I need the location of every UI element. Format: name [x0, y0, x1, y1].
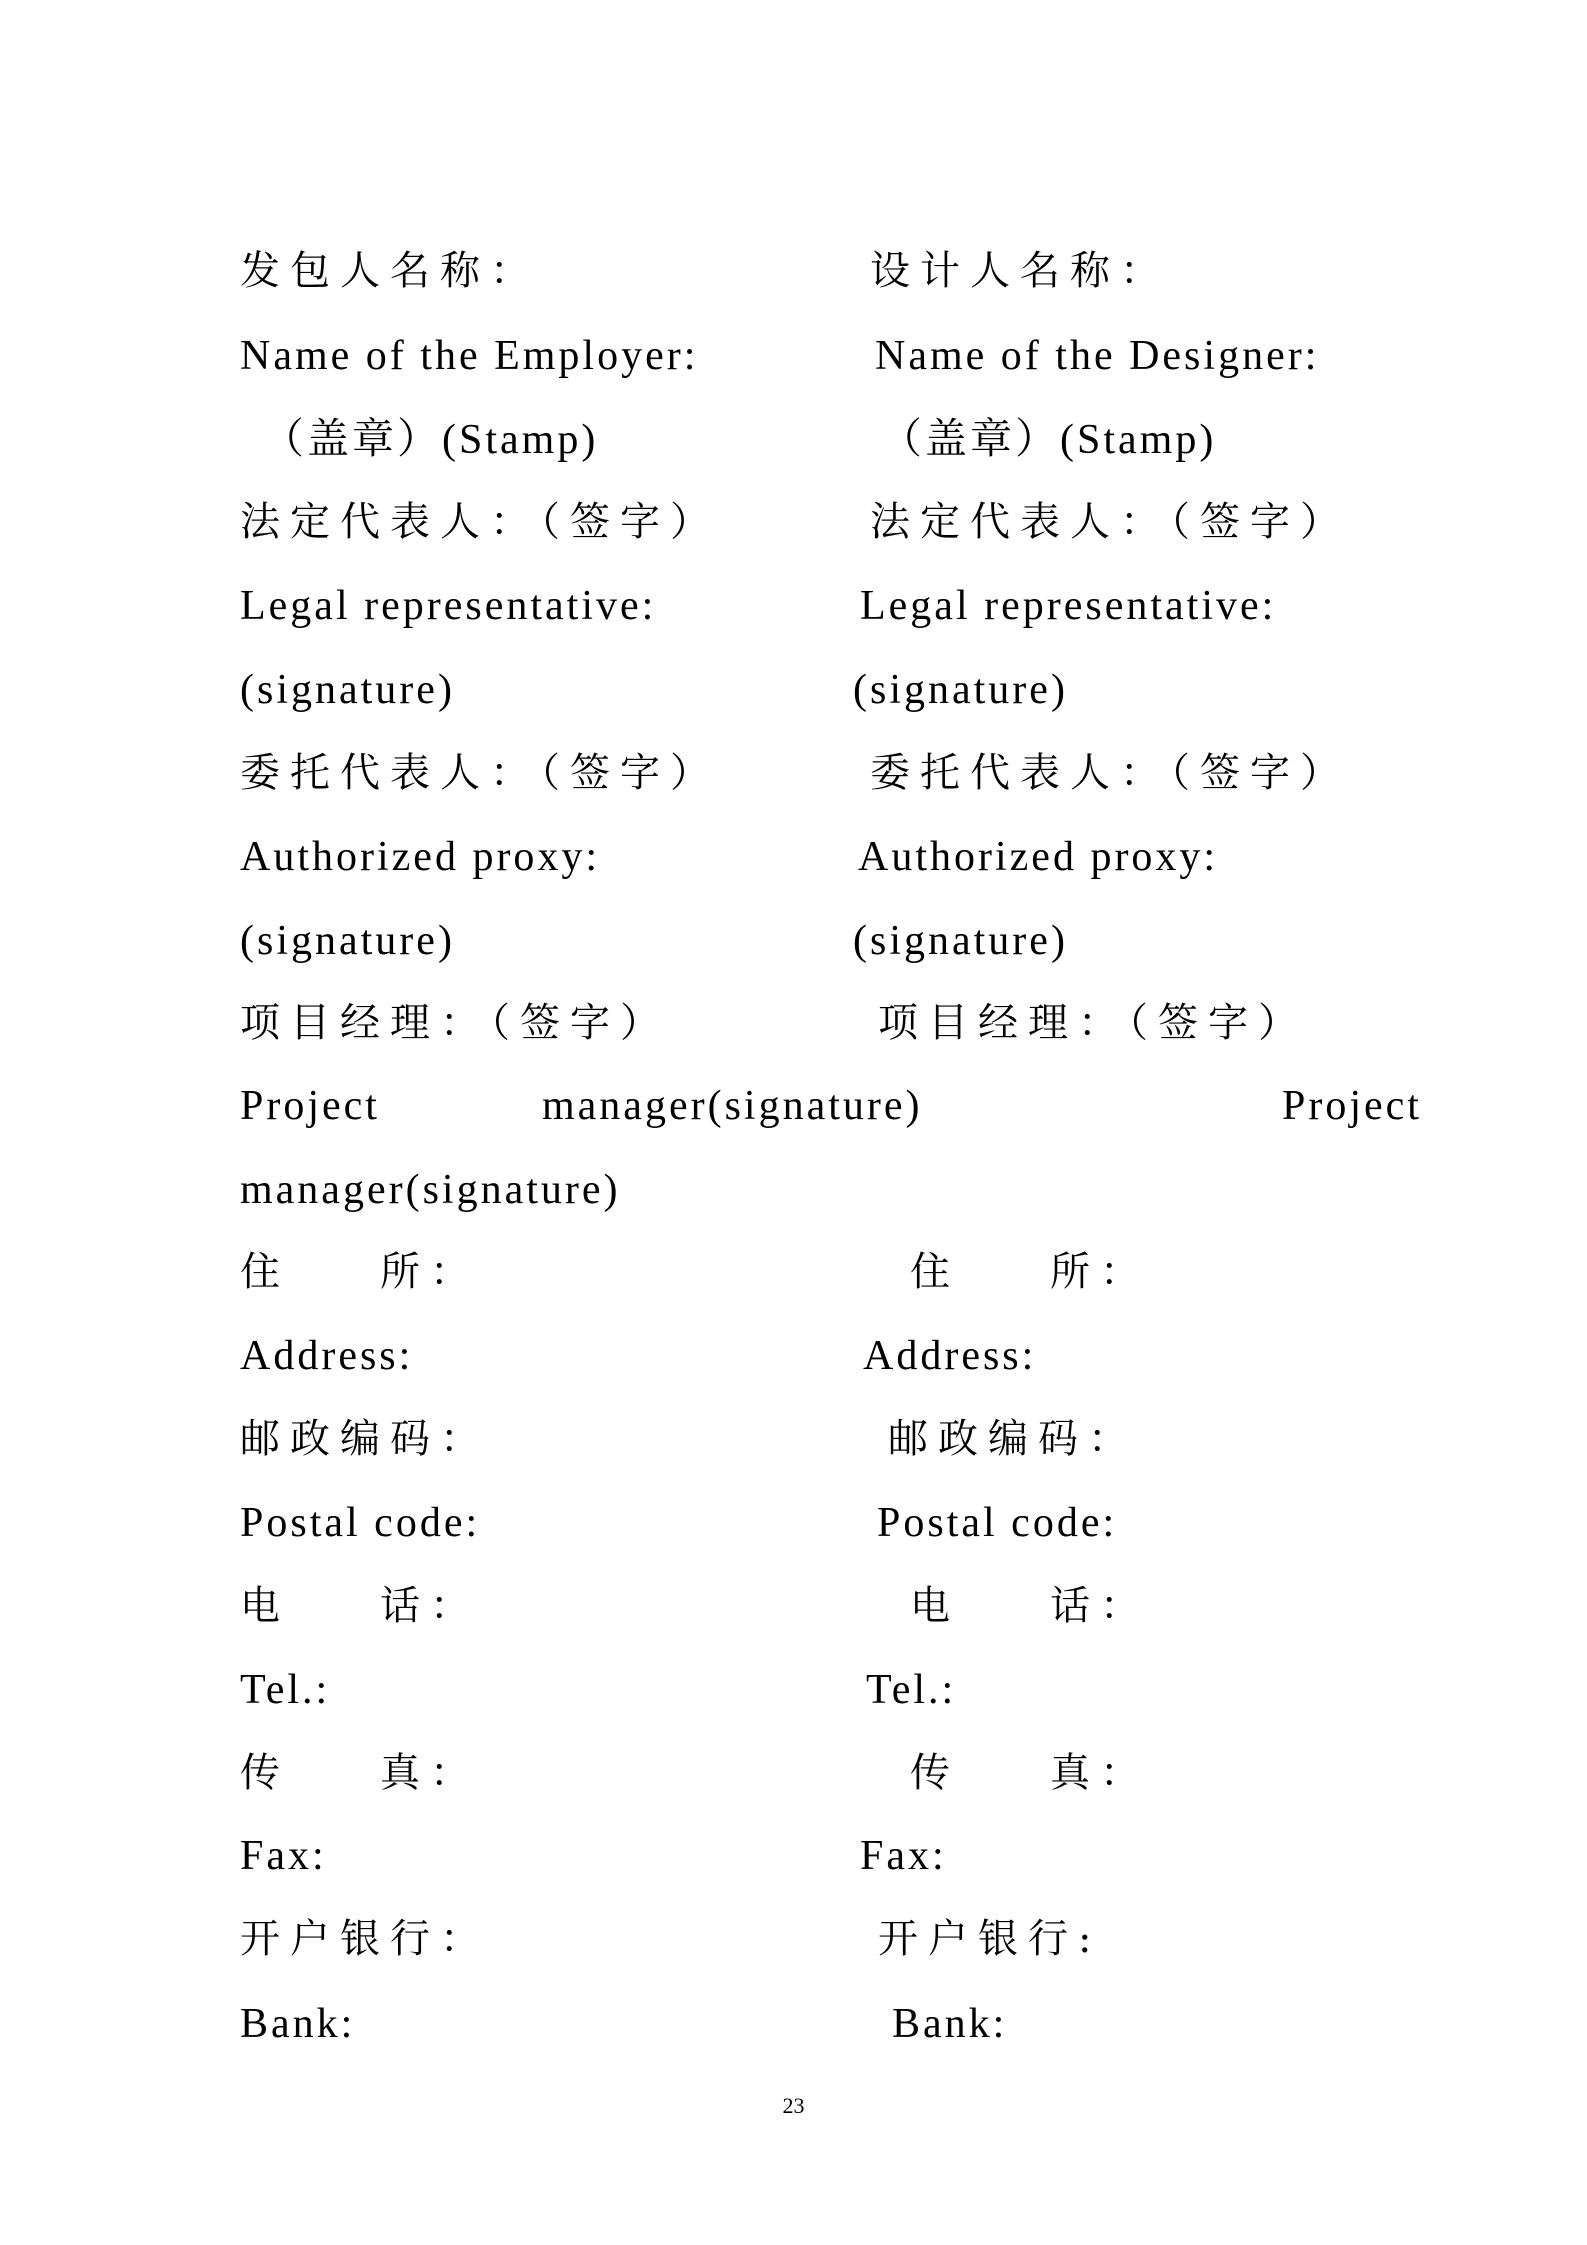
- employer-fax-char-2: 真：: [380, 1750, 480, 1796]
- designer-proxy-label-en: Authorized proxy:: [858, 834, 1219, 880]
- employer-tel-label-en: Tel.:: [240, 1667, 331, 1713]
- employer-pm-manager-signature: manager(signature): [542, 1083, 923, 1129]
- designer-pm-project-word: Project: [1282, 1083, 1422, 1129]
- employer-name-label-en: Name of the Employer:: [240, 333, 699, 379]
- employer-postal-label-cn: 邮政编码：: [240, 1416, 490, 1462]
- designer-proxy-signature: (signature): [853, 918, 1068, 964]
- employer-proxy-label-en: Authorized proxy:: [240, 834, 601, 880]
- employer-address-label-cn: [240, 1246, 480, 1298]
- employer-pm-project-word: Project: [240, 1083, 380, 1129]
- designer-tel-char-1: 电: [910, 1583, 960, 1629]
- employer-fax-label-cn: [240, 1747, 480, 1799]
- employer-fax-label-en: Fax:: [240, 1833, 327, 1879]
- designer-legal-rep-label-cn: 法定代表人：（签字）: [870, 499, 1350, 545]
- designer-legal-rep-signature: (signature): [853, 667, 1068, 713]
- designer-tel-label-cn: [910, 1580, 1150, 1632]
- designer-bank-label-en: Bank:: [892, 2001, 1008, 2047]
- employer-fax-char-1: 传: [240, 1750, 290, 1796]
- employer-bank-label-cn: 开户银行：: [240, 1916, 490, 1962]
- employer-legal-rep-label-en: Legal representative:: [240, 583, 657, 629]
- designer-fax-char-1: 传: [910, 1750, 960, 1796]
- designer-proxy-label-cn: 委托代表人：（签字）: [870, 750, 1350, 796]
- employer-address-label-en: Address:: [240, 1333, 414, 1379]
- employer-bank-label-en: Bank:: [240, 2001, 356, 2047]
- designer-pm-manager-signature: manager(signature): [240, 1167, 621, 1213]
- employer-address-char-1: 住: [240, 1249, 290, 1295]
- designer-fax-label-cn: [910, 1747, 1150, 1799]
- employer-legal-rep-label-cn: 法定代表人：（签字）: [240, 499, 720, 545]
- employer-stamp-label: （盖章）(Stamp): [262, 417, 599, 463]
- designer-postal-label-en: Postal code:: [877, 1500, 1118, 1546]
- employer-tel-char-1: 电: [240, 1583, 290, 1629]
- designer-postal-label-cn: 邮政编码：: [888, 1416, 1138, 1462]
- employer-pm-label-cn: 项目经理：（签字）: [240, 1000, 670, 1046]
- designer-bank-label-cn: 开户银行:: [878, 1916, 1102, 1962]
- designer-tel-char-2: 话：: [1050, 1583, 1150, 1629]
- designer-fax-char-2: 真：: [1050, 1750, 1150, 1796]
- employer-name-label-cn: 发包人名称：: [240, 248, 540, 294]
- designer-pm-label-cn: 项目经理：（签字）: [878, 1000, 1308, 1046]
- page-number: 23: [782, 2093, 805, 2118]
- designer-address-label-cn: [910, 1246, 1150, 1298]
- employer-tel-char-2: 话：: [380, 1583, 480, 1629]
- employer-proxy-signature: (signature): [240, 918, 455, 964]
- designer-address-label-en: Address:: [863, 1333, 1037, 1379]
- employer-tel-label-cn: [240, 1580, 480, 1632]
- employer-legal-rep-signature: (signature): [240, 667, 455, 713]
- employer-postal-label-en: Postal code:: [240, 1500, 481, 1546]
- designer-address-char-1: 住: [910, 1249, 960, 1295]
- employer-address-char-2: 所：: [380, 1249, 480, 1295]
- employer-proxy-label-cn: 委托代表人：（签字）: [240, 750, 720, 796]
- designer-tel-label-en: Tel.:: [866, 1667, 957, 1713]
- designer-legal-rep-label-en: Legal representative:: [860, 583, 1277, 629]
- designer-address-char-2: 所：: [1050, 1249, 1150, 1295]
- designer-name-label-en: Name of the Designer:: [875, 333, 1320, 379]
- designer-stamp-label: （盖章）(Stamp): [880, 417, 1217, 463]
- designer-name-label-cn: 设计人名称：: [870, 248, 1170, 294]
- designer-fax-label-en: Fax:: [860, 1833, 947, 1879]
